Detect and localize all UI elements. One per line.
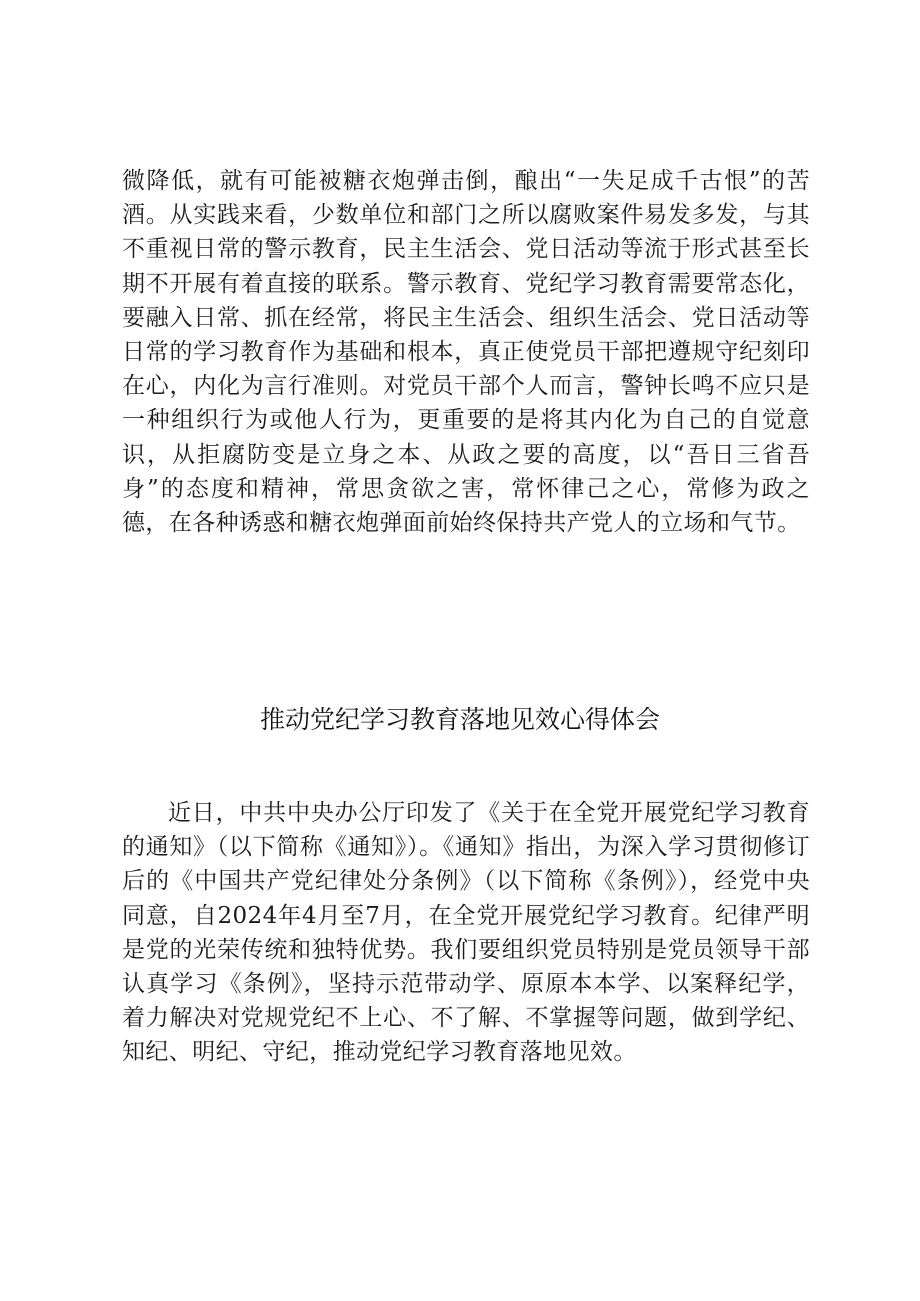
- section-title: 推动党纪学习教育落地见效心得体会: [259, 705, 660, 734]
- body-paragraph-continued: 微降低，就有可能被糖衣炮弹击倒，酿出“一失足成千古恨”的苦酒。从实践来看，少数单位和部门之所以腐败案件易发多发，与其不重视日常的警示教育，民主生活会、党日活动等流于形式甚至长期不开展有着直接的联系。警示教育、党纪学习教育需要常态化，要融入日常、抓在经常，将民主生活会、组织生活会、党日活动等日常的学习教育作为基础和根本，真正使党员干部把遵规守纪刻印在心，内化为言行准则。对党员干部个人而言，警钟长鸣不应只是一种组织行为或他人行为，更重要的是将其内化为自己的自觉意识，从拒腐防变是立身之本、从政之要的高度，以“吾日三省吾身”的态度和精神，常思贪欲之害，常怀律己之心，常修为政之德，在各种诱惑和糖衣炮弹面前始终保持共产党人的立场和气节。: [122, 168, 810, 537]
- body-paragraph-intro: 近日，中共中央办公厅印发了《关于在全党开展党纪学习教育的通知》（以下简称《通知》）。《通知》指出，为深入学习贯彻修订后的《中国共产党纪律处分条例》（以下简称《条例》），经党中央同意，自2024年4月至7月，在全党开展党纪学习教育。纪律严明是党的光荣传统和独特优势。我们要组织党员特别是党员领导干部认真学习《条例》，坚持示范带动学、原原本本学、以案释纪学，着力解决对党规党纪不上心、不了解、不掌握等问题，做到学纪、知纪、明纪、守纪，推动党纪学习教育落地见效。: [122, 800, 810, 1066]
